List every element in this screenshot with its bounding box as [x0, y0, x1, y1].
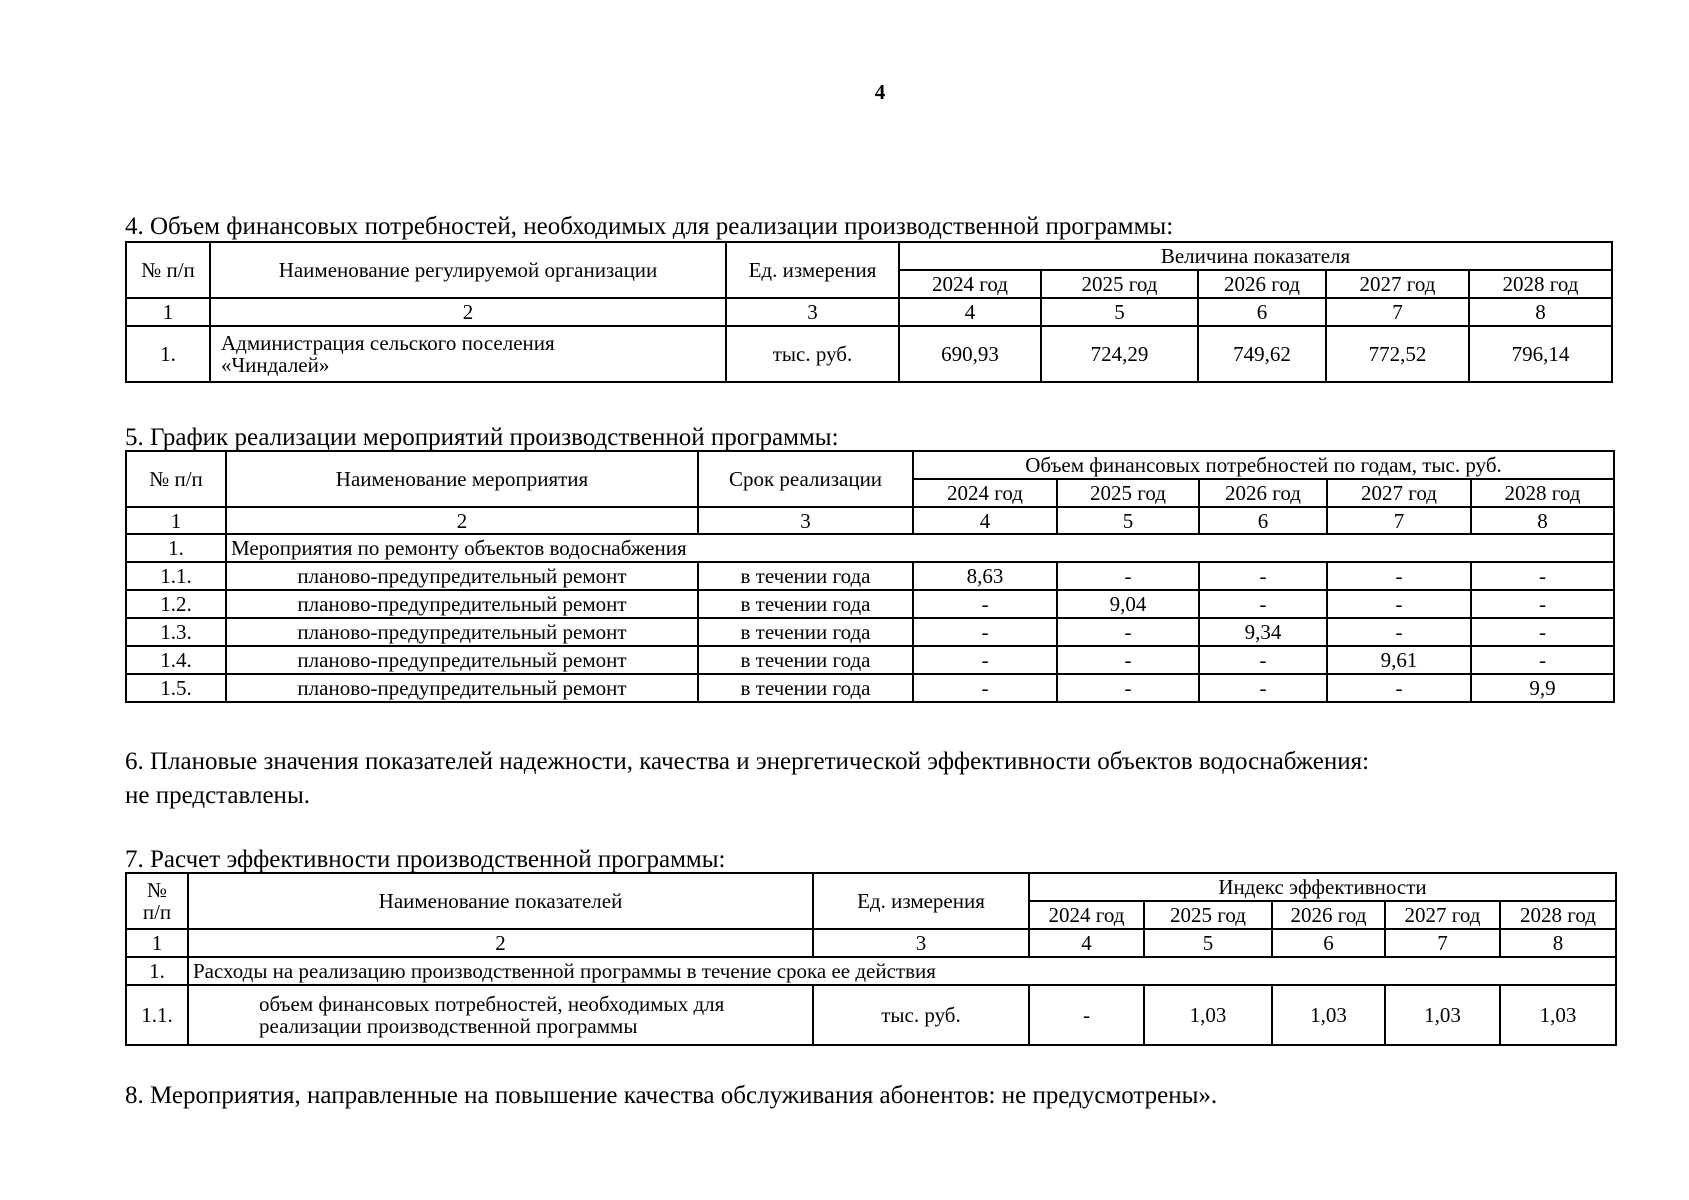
column-number: 4 — [913, 507, 1057, 534]
term-cell: в течении года — [698, 562, 913, 590]
header-num: № п/п — [126, 451, 226, 507]
header-num-line: № — [146, 878, 168, 902]
value-cell: 9,34 — [1199, 618, 1327, 646]
org-name-line: «Чиндалей» — [221, 353, 330, 377]
row-num: 1.4. — [126, 646, 226, 674]
header-year: 2028 год — [1500, 901, 1616, 929]
column-number: 1 — [126, 507, 226, 534]
indicator-name-cell — [188, 985, 813, 1045]
column-number: 3 — [698, 507, 913, 534]
column-number: 7 — [1326, 298, 1469, 326]
header-year: 2027 год — [1327, 479, 1471, 507]
value-cell: - — [1029, 985, 1144, 1045]
value-cell: - — [1327, 618, 1471, 646]
schedule-table — [125, 450, 1615, 703]
measure-name: планово-предупредительный ремонт — [226, 646, 698, 674]
header-value-group: Величина показателя — [899, 242, 1612, 270]
unit-cell: тыс. руб. — [813, 985, 1029, 1045]
value-cell: 749,62 — [1198, 326, 1326, 382]
column-number: 2 — [210, 298, 726, 326]
value-cell: - — [913, 618, 1057, 646]
value-cell: - — [1327, 590, 1471, 618]
value-cell: - — [1471, 646, 1614, 674]
column-number: 8 — [1469, 298, 1612, 326]
term-cell: в течении года — [698, 590, 913, 618]
group-row — [126, 957, 1616, 985]
header-value-group: Объем финансовых потребностей по годам, тыс. руб. — [913, 451, 1614, 479]
section4-heading: 4. Объем финансовых потребностей, необходимых для реализации производственной программы: — [125, 213, 1174, 240]
value-cell: 1,03 — [1272, 985, 1385, 1045]
header-value-group: Индекс эффективности — [1029, 873, 1616, 901]
column-number: 3 — [813, 929, 1029, 957]
row-num: 1.1. — [126, 985, 188, 1045]
page-number: 4 — [874, 80, 886, 104]
section5-heading: 5. График реализации мероприятий производственной программы: — [125, 424, 839, 451]
group-num: 1. — [126, 957, 188, 985]
header-year: 2026 год — [1198, 270, 1326, 298]
efficiency-table — [125, 872, 1617, 1046]
value-cell: - — [1471, 590, 1614, 618]
value-cell: - — [1471, 562, 1614, 590]
column-number: 1 — [126, 929, 188, 957]
column-number: 8 — [1500, 929, 1616, 957]
value-cell: 772,52 — [1326, 326, 1469, 382]
table-row — [126, 618, 1614, 646]
header-year: 2024 год — [899, 270, 1041, 298]
header-year: 2026 год — [1199, 479, 1327, 507]
row-num: 1.3. — [126, 618, 226, 646]
column-number: 7 — [1327, 507, 1471, 534]
measure-name: планово-предупредительный ремонт — [226, 618, 698, 646]
header-year: 2025 год — [1144, 901, 1272, 929]
group-name: Расходы на реализацию производственной программы в течение срока ее действия — [188, 957, 1616, 985]
header-org-name: Наименование регулируемой организации — [210, 242, 726, 298]
column-number: 6 — [1198, 298, 1326, 326]
header-num: № п/п — [126, 242, 210, 298]
value-cell: 796,14 — [1469, 326, 1612, 382]
org-name-cell — [210, 326, 726, 382]
table-row — [126, 674, 1614, 702]
value-cell: 9,9 — [1471, 674, 1614, 702]
value-cell: 9,04 — [1057, 590, 1199, 618]
header-year: 2027 год — [1326, 270, 1469, 298]
value-cell: - — [1057, 674, 1199, 702]
section6-line2: не представлены. — [125, 782, 310, 809]
table-row — [126, 646, 1614, 674]
column-number: 6 — [1272, 929, 1385, 957]
column-number: 7 — [1385, 929, 1500, 957]
org-name-line: Администрация сельского поселения — [221, 331, 555, 355]
header-num — [126, 873, 188, 929]
indicator-name-line: объем финансовых потребностей, необходимых для — [259, 992, 725, 1016]
header-year: 2024 год — [1029, 901, 1144, 929]
value-cell: - — [1199, 562, 1327, 590]
column-number: 4 — [899, 298, 1041, 326]
column-number: 6 — [1199, 507, 1327, 534]
value-cell: 8,63 — [913, 562, 1057, 590]
term-cell: в течении года — [698, 674, 913, 702]
column-number: 3 — [726, 298, 899, 326]
row-num: 1. — [126, 326, 210, 382]
header-year: 2026 год — [1272, 901, 1385, 929]
section7-heading: 7. Расчет эффективности производственной программы: — [125, 846, 726, 873]
measure-name: планово-предупредительный ремонт — [226, 590, 698, 618]
header-num-line: п/п — [142, 900, 172, 924]
table-row — [126, 562, 1614, 590]
column-number: 2 — [188, 929, 813, 957]
group-name: Мероприятия по ремонту объектов водоснабжения — [226, 534, 1614, 562]
header-year: 2025 год — [1041, 270, 1198, 298]
header-indicator-name: Наименование показателей — [188, 873, 813, 929]
section6-line1: 6. Плановые значения показателей надежности, качества и энергетической эффективности объектов водоснабжения: — [125, 748, 1370, 775]
value-cell: - — [1327, 674, 1471, 702]
measure-name: планово-предупредительный ремонт — [226, 562, 698, 590]
column-number: 2 — [226, 507, 698, 534]
value-cell: - — [913, 590, 1057, 618]
row-num: 1.2. — [126, 590, 226, 618]
measure-name: планово-предупредительный ремонт — [226, 674, 698, 702]
indicator-name-line: реализации производственной программы — [259, 1014, 638, 1038]
group-num: 1. — [126, 534, 226, 562]
value-cell: 1,03 — [1500, 985, 1616, 1045]
table-row — [126, 985, 1616, 1045]
column-number: 4 — [1029, 929, 1144, 957]
table-row — [126, 326, 1612, 382]
value-cell: 690,93 — [899, 326, 1041, 382]
value-cell: 1,03 — [1385, 985, 1500, 1045]
value-cell: - — [913, 646, 1057, 674]
column-number: 1 — [126, 298, 210, 326]
value-cell: - — [1199, 590, 1327, 618]
header-year: 2025 год — [1057, 479, 1199, 507]
header-year: 2027 год — [1385, 901, 1500, 929]
header-year: 2028 год — [1469, 270, 1612, 298]
table-row — [126, 590, 1614, 618]
value-cell: - — [1327, 562, 1471, 590]
header-year: 2028 год — [1471, 479, 1614, 507]
value-cell: - — [1057, 562, 1199, 590]
value-cell: 724,29 — [1041, 326, 1198, 382]
header-term: Срок реализации — [698, 451, 913, 507]
value-cell: - — [1057, 646, 1199, 674]
header-unit: Ед. измерения — [726, 242, 899, 298]
value-cell: - — [1199, 646, 1327, 674]
section8-text: 8. Мероприятия, направленные на повышение качества обслуживания абонентов: не предусмотрены». — [125, 1082, 1218, 1109]
value-cell: - — [1057, 618, 1199, 646]
group-row — [126, 534, 1614, 562]
unit-cell: тыс. руб. — [726, 326, 899, 382]
column-number: 8 — [1471, 507, 1614, 534]
value-cell: - — [1471, 618, 1614, 646]
column-number: 5 — [1144, 929, 1272, 957]
value-cell: 1,03 — [1144, 985, 1272, 1045]
column-number: 5 — [1057, 507, 1199, 534]
term-cell: в течении года — [698, 618, 913, 646]
row-num: 1.5. — [126, 674, 226, 702]
value-cell: - — [913, 674, 1057, 702]
column-number: 5 — [1041, 298, 1198, 326]
header-unit: Ед. измерения — [813, 873, 1029, 929]
value-cell: - — [1199, 674, 1327, 702]
row-num: 1.1. — [126, 562, 226, 590]
financial-needs-table — [125, 241, 1613, 383]
header-measure-name: Наименование мероприятия — [226, 451, 698, 507]
header-year: 2024 год — [913, 479, 1057, 507]
value-cell: 9,61 — [1327, 646, 1471, 674]
term-cell: в течении года — [698, 646, 913, 674]
